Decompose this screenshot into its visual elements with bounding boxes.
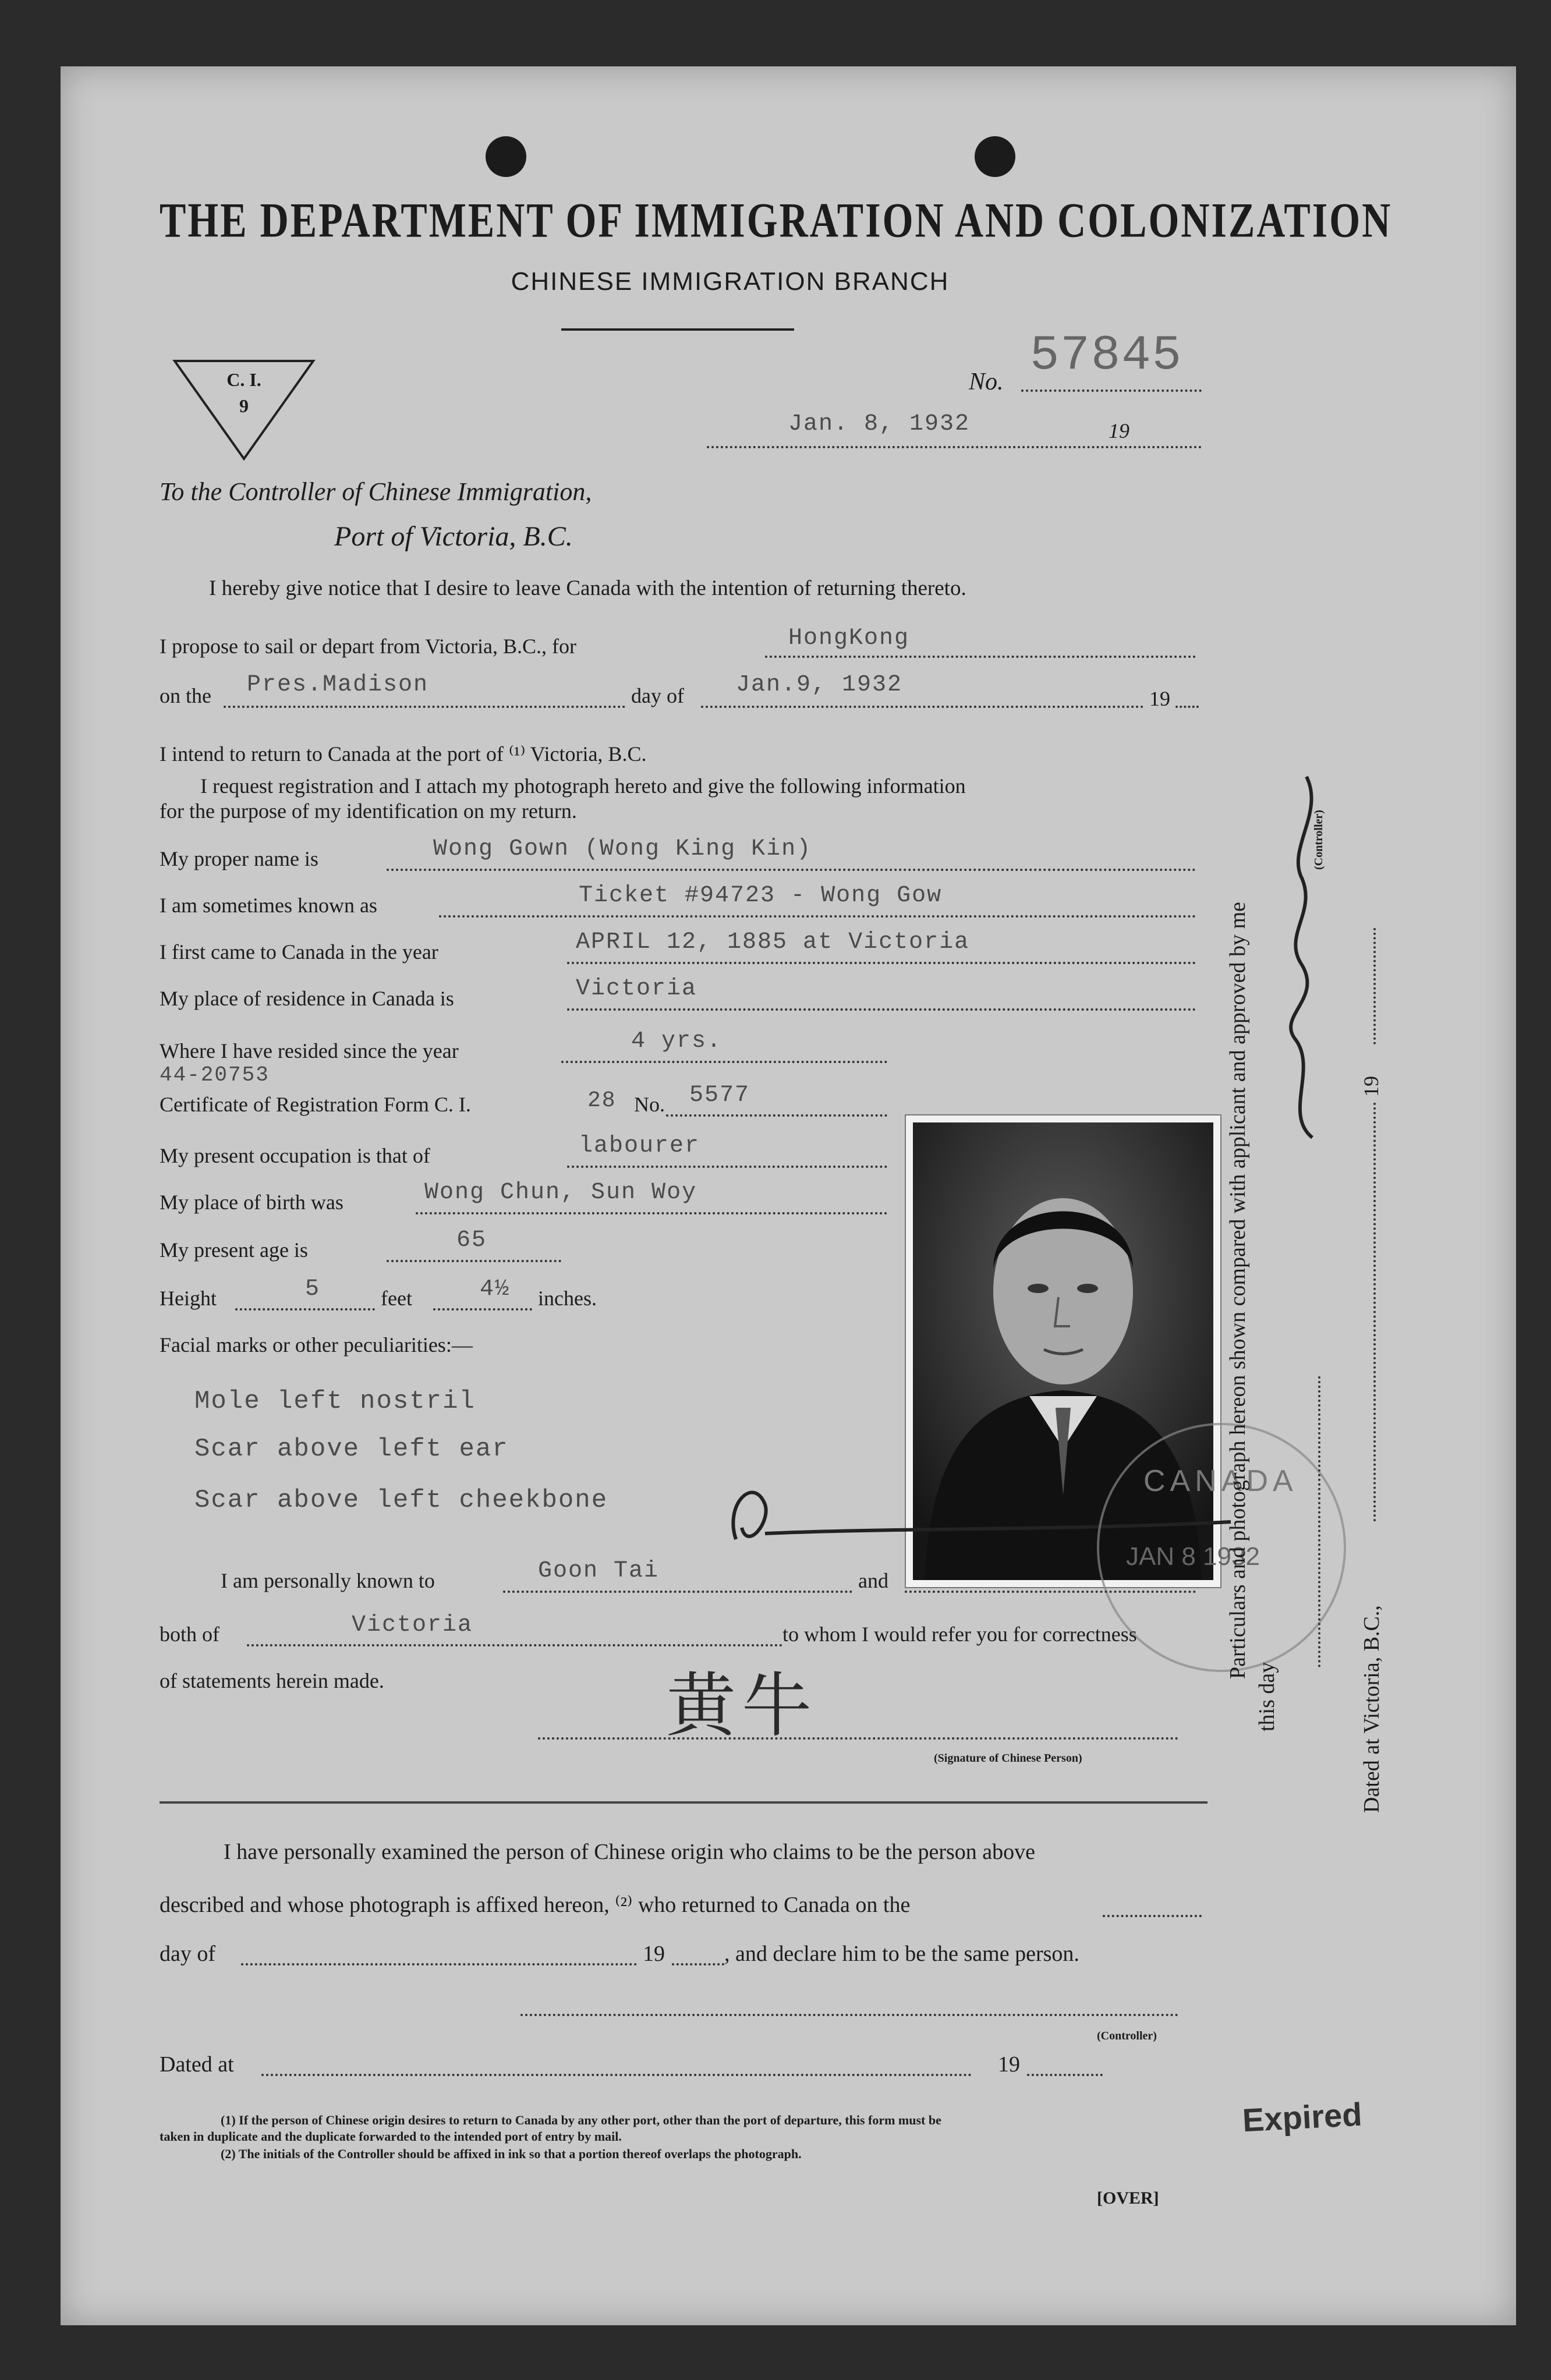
side-controller-caption: (Controller) [1312,810,1325,870]
dotline [433,1308,532,1311]
dotline [1027,2074,1103,2076]
dated-at-label: Dated at [160,2052,234,2077]
dotline [905,1591,1196,1593]
side-dotline-1 [1373,1103,1376,1522]
form-code-line2: 9 [239,395,249,416]
both-of-label: both of [160,1623,219,1646]
file-number: 44-20753 [160,1063,270,1087]
dated-year: 19 [998,2052,1020,2077]
expired-stamp: Expired [1241,2095,1363,2139]
first-came-label: I first came to Canada in the year [160,940,438,964]
facial-mark-2: Scar above left ear [194,1435,509,1464]
dotline [387,1260,561,1262]
height-label: Height [160,1287,217,1310]
resided-label: Where I have resided since the year [160,1039,459,1062]
footnote-2: (2) The initials of the Controller should be affixed in ink so that a portion thereof overlaps the photograph. [221,2147,802,2161]
depart-date: Jan.9, 1932 [736,672,903,698]
residence-label: My place of residence in Canada is [160,987,454,1010]
particulars-side-text: Particulars and photograph hereon shown compared with applicant and approved by me [1226,902,1250,1679]
request-line2: for the purpose of my identification on my return. [160,799,577,823]
dotline [561,1061,887,1063]
vessel-name: Pres.Madison [247,672,429,698]
marks-label: Facial marks or other peculiarities:— [160,1333,473,1357]
age: 65 [456,1227,487,1253]
dated-at-side-text: Dated at Victoria, B.C., [1359,1605,1384,1813]
section-rule [160,1801,1207,1804]
inches-label: inches. [538,1287,597,1310]
dotline [261,2074,972,2076]
side-year: 19 [1359,1076,1383,1097]
date-dotline [707,446,1202,448]
age-label: My present age is [160,1238,308,1262]
dotline [567,1166,887,1168]
feet-label: feet [381,1287,412,1310]
sail-destination: HongKong [788,625,910,651]
controller-dotline [520,2014,1178,2016]
dotline [765,656,1196,658]
dotline [1175,706,1199,708]
facial-mark-3: Scar above left cheekbone [194,1486,608,1515]
day-of-label: day of [631,684,684,707]
and-label: and [858,1569,888,1592]
notice-text: I hereby give notice that I desire to leave Canada with the intention of returning thereto. [209,576,966,600]
resided: 4 yrs. [631,1028,723,1054]
stamp-text: CANADA [1143,1464,1298,1498]
date-value: Jan. 8, 1932 [788,411,971,437]
both-of: Victoria [352,1612,473,1638]
examined-line1: I have personally examined the person of Chinese origin who claims to be the person above [224,1840,1035,1864]
depart-year: 19 [1149,687,1170,710]
known-as: Ticket #94723 - Wong Gow [579,883,943,909]
dotline [416,1212,887,1214]
signature-dotline [538,1737,1178,1740]
document-sheet [61,66,1516,2325]
dotline [672,1963,724,1965]
certificate-label: Certificate of Registration Form C. I. [160,1093,471,1116]
footer-year-label: 19 [643,1942,665,1966]
footnote-1b: taken in duplicate and the duplicate forwarded to the intended port of entry by mail. [160,2129,622,2144]
dotline [247,1644,782,1646]
proper-name-label: My proper name is [160,847,318,870]
side-dotline-2 [1373,928,1376,1044]
facial-mark-1: Mole left nostril [194,1387,476,1416]
no-value: 57845 [1030,328,1183,384]
footer-controller-caption: (Controller) [1097,2030,1157,2042]
dotline [503,1591,852,1593]
address-line2: Port of Victoria, B.C. [334,521,573,552]
signature-caption: (Signature of Chinese Person) [934,1752,1082,1765]
header-rule [561,328,794,331]
proper-name: Wong Gown (Wong King Kin) [433,836,812,862]
dotline [439,915,1196,918]
residence: Victoria [576,976,697,1002]
dotline [387,869,1196,871]
no-dotline [1021,389,1202,392]
refer-label: to whom I would refer you for correctness [782,1623,1137,1646]
occupation-label: My present occupation is that of [160,1144,430,1167]
declare-label: , and declare him to be the same person. [724,1942,1079,1966]
chinese-signature: 黄牛 [666,1666,817,1747]
height-inches: 4½ [480,1276,511,1302]
on-the-label: on the [160,684,211,707]
known-to: Goon Tai [538,1558,660,1584]
statements-label: of statements herein made. [160,1669,384,1692]
punch-hole [975,136,1015,177]
request-line1: I request registration and I attach my photograph hereto and give the following information [200,774,966,798]
dotline [567,1008,1196,1011]
birth-label: My place of birth was [160,1191,344,1214]
footer-day-of-label: day of [160,1942,216,1966]
birth-place: Wong Chun, Sun Woy [424,1180,697,1206]
footnote-1: (1) If the person of Chinese origin desires to return to Canada by any other port, other than the port of departure, this form must be [221,2113,941,2127]
dotline [241,1963,637,1965]
certificate-no: 5577 [689,1082,750,1108]
no-label: No. [969,369,1004,395]
dotline [666,1114,887,1117]
sail-label: I propose to sail or depart from Victoria, B.C., for [160,635,577,658]
dotline [235,1308,375,1311]
dotline [224,706,625,708]
dotline [1103,1915,1202,1917]
occupation: labourer [579,1133,700,1159]
certificate-no-label: No. [634,1093,665,1116]
branch-title: CHINESE IMMIGRATION BRANCH [511,267,950,296]
first-came: APRIL 12, 1885 at Victoria [576,929,970,955]
side-controller-signature [1260,765,1341,1149]
form-code-line1: C. I. [226,369,261,390]
known-to-label: I am personally known to [221,1569,435,1592]
known-as-label: I am sometimes known as [160,894,377,917]
side-dotline-3 [1318,1376,1320,1667]
this-day-side-text: this day [1255,1662,1279,1731]
examined-line2: described and whose photograph is affixed hereon, ⁽²⁾ who returned to Canada on the [160,1893,911,1917]
punch-hole [486,136,526,177]
department-title: THE DEPARTMENT OF IMMIGRATION AND COLONIZATION [160,192,1393,248]
over-label: [OVER] [1097,2188,1159,2208]
stamp-date: JAN 8 1932 [1126,1542,1260,1571]
date-year-suffix: 19 [1109,419,1129,442]
dotline [701,706,1143,708]
certificate-form: 28 [587,1088,617,1113]
dotline [567,962,1196,964]
return-label: I intend to return to Canada at the port of ⁽¹⁾ Victoria, B.C. [160,742,647,766]
address-line1: To the Controller of Chinese Immigration, [160,477,592,506]
height-feet: 5 [305,1276,321,1302]
